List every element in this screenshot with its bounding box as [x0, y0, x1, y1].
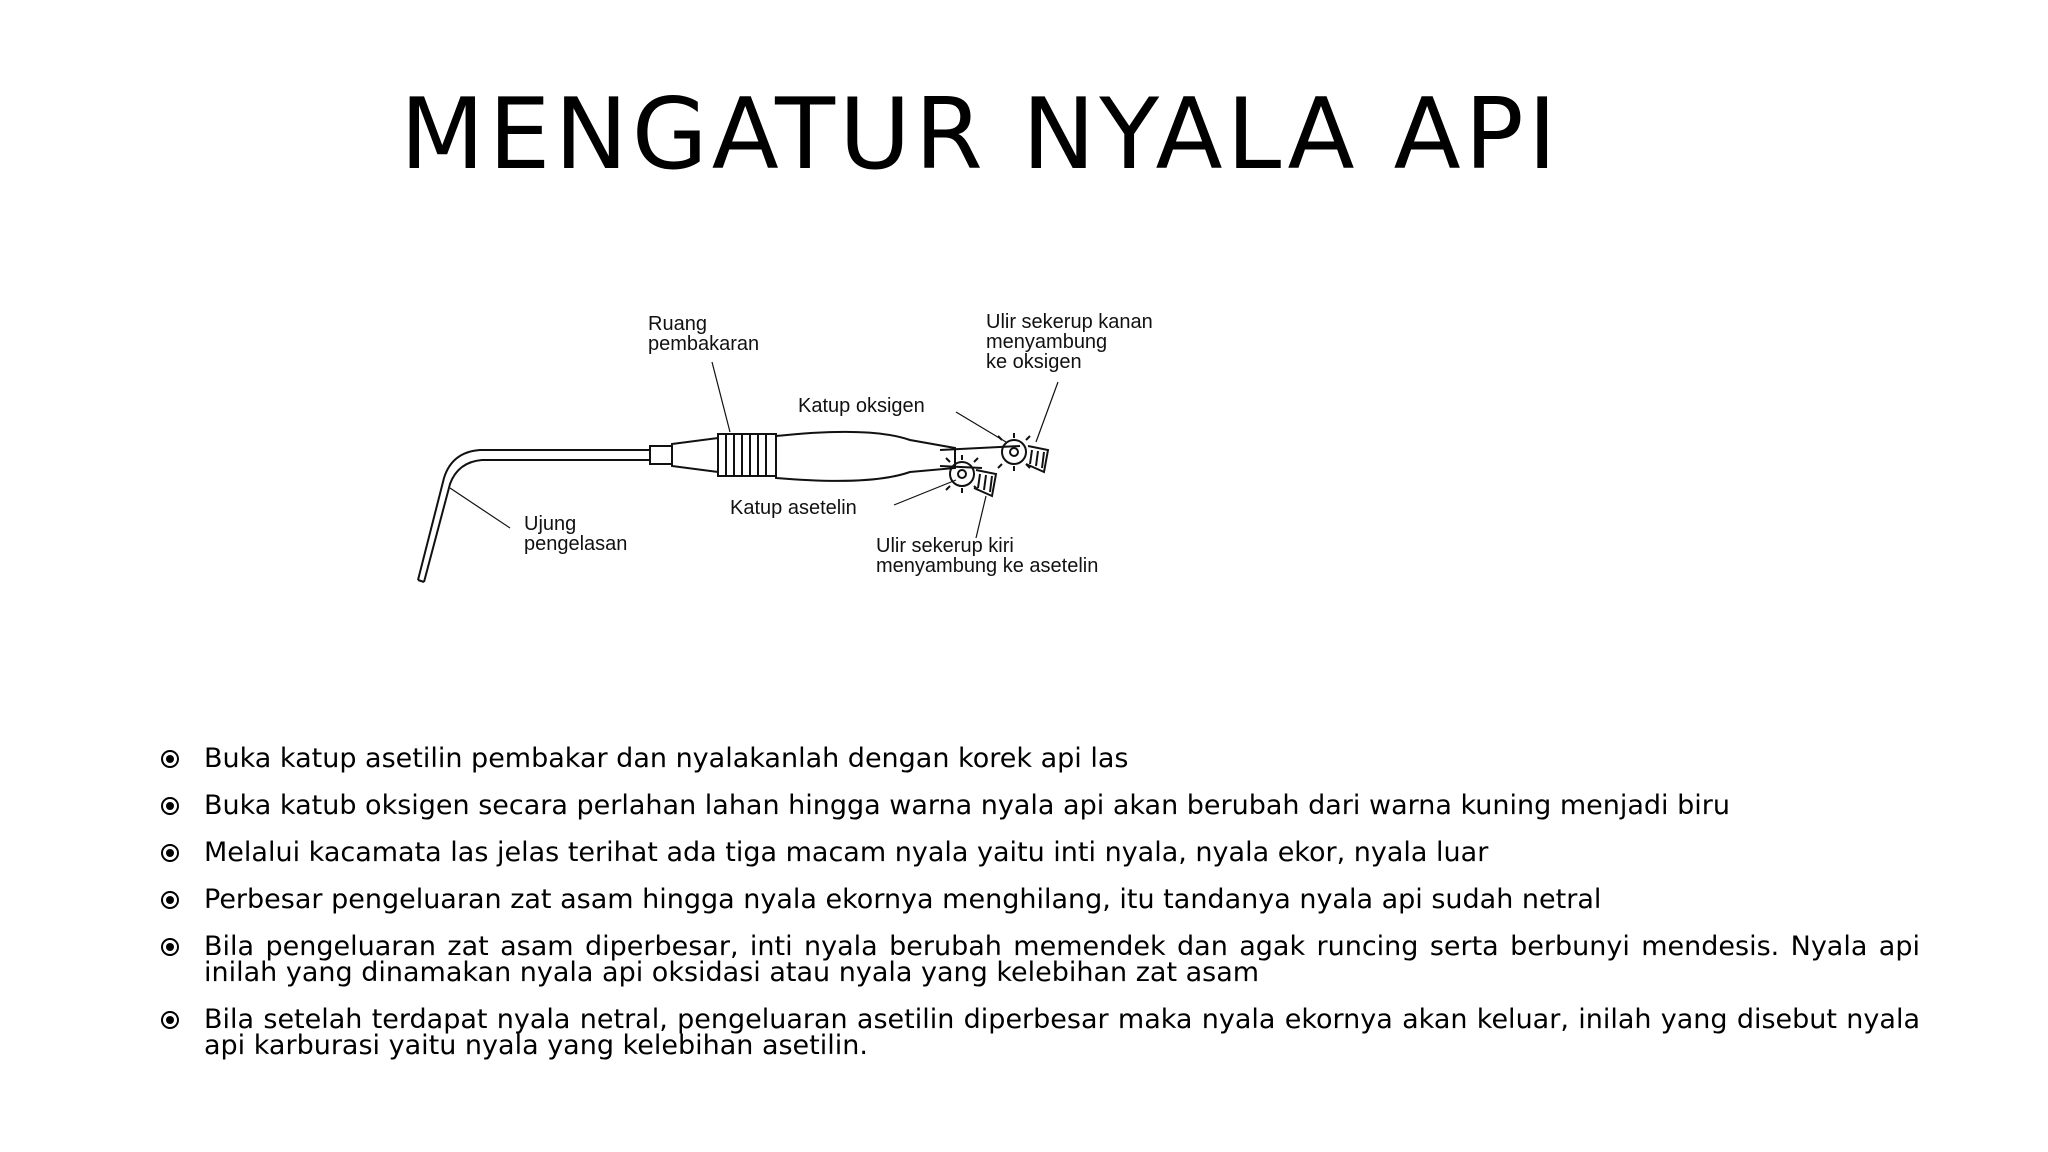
acetylene-valve: [946, 455, 996, 496]
label-ulir-kanan-line2: menyambung: [986, 331, 1108, 353]
label-katup-asetelin: Katup asetelin: [730, 497, 857, 519]
bullet-icon: [160, 937, 180, 957]
list-item: [160, 1004, 1920, 1061]
instruction-list: [160, 743, 1920, 1080]
welding-torch-illustration: [400, 300, 1220, 600]
label-ulir-kiri-line1: Ulir sekerup kiri: [876, 535, 1014, 557]
label-ulir-kanan-line3: ke oksigen: [986, 351, 1082, 373]
welding-torch-diagram: [400, 300, 1220, 600]
bullet-icon: [160, 1010, 180, 1030]
slide-title: MENGATUR NYALA API: [400, 78, 1561, 192]
label-ujung-line1: Ujung: [524, 513, 577, 535]
label-ulir-kiri-line2: menyambung ke asetelin: [876, 555, 1099, 577]
list-item-text: Perbesar pengeluaran zat asam hingga nyala ekornya menghilang, itu tandanya nyala api sudah netral: [204, 884, 1602, 915]
list-item-text: Bila pengeluaran zat asam diperbesar, inti nyala berubah memendek dan agak runcing serta berbunyi mendesis. Nyala api inilah yang dinamakan nyala api oksidasi atau nyala yang kelebihan zat asam: [204, 931, 1920, 988]
label-ulir-kanan-line1: Ulir sekerup kanan: [986, 311, 1153, 333]
list-item-text: Bila setelah terdapat nyala netral, pengeluaran asetilin diperbesar maka nyala ekornya akan keluar, inilah yang disebut nyala api karburasi yaitu nyala yang kelebihan asetilin.: [204, 1004, 1920, 1061]
list-item-text: Melalui kacamata las jelas terihat ada tiga macam nyala yaitu inti nyala, nyala ekor, nyala luar: [204, 837, 1489, 868]
label-ruang-line1: Ruang: [648, 313, 707, 335]
list-item: [160, 790, 1920, 821]
bullet-icon: [160, 890, 180, 910]
label-ujung-line2: pengelasan: [524, 533, 628, 555]
bullet-icon: [160, 749, 180, 769]
list-item: [160, 884, 1920, 915]
bullet-icon: [160, 843, 180, 863]
list-item-text: Buka katub oksigen secara perlahan lahan hingga warna nyala api akan berubah dari warna kuning menjadi biru: [204, 790, 1730, 821]
list-item-text: Buka katup asetilin pembakar dan nyalakanlah dengan korek api las: [204, 743, 1129, 774]
list-item: [160, 837, 1920, 868]
list-item: [160, 743, 1920, 774]
oxygen-valve: [998, 433, 1048, 472]
label-katup-oksigen: Katup oksigen: [798, 395, 925, 417]
bullet-icon: [160, 796, 180, 816]
label-ruang-line2: pembakaran: [648, 333, 760, 355]
torch-body: [650, 432, 1020, 481]
list-item: [160, 931, 1920, 988]
